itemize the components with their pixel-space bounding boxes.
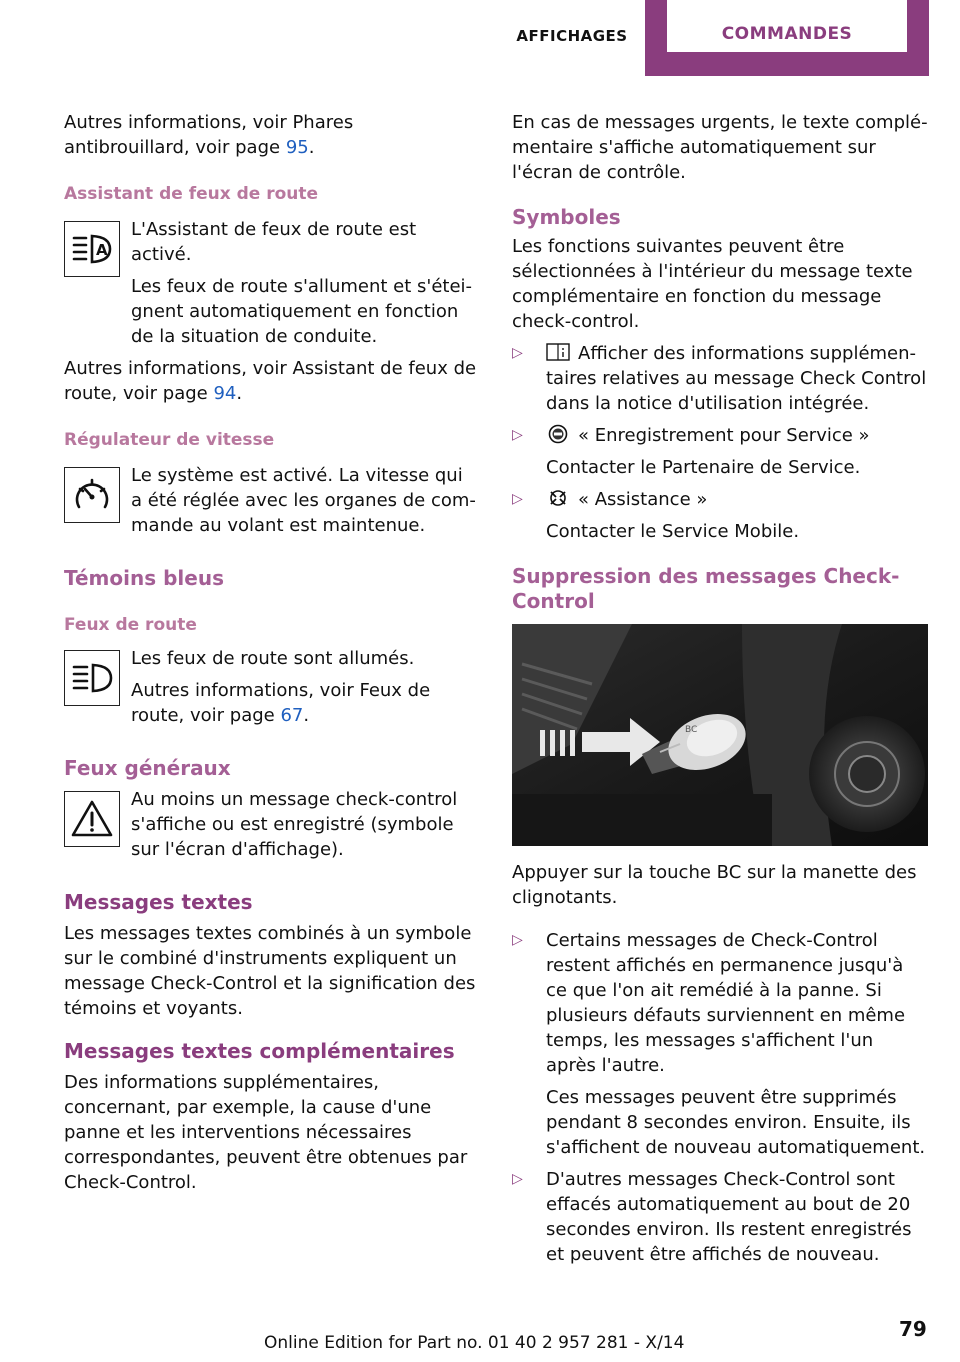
page-link-94[interactable]: 94 xyxy=(213,383,237,404)
page-link-95[interactable]: 95 xyxy=(285,137,309,158)
bullet-permanent-messages xyxy=(512,928,928,1160)
heading-suppression: Suppression des messages Check-Control xyxy=(512,564,900,613)
heading-regulateur: Régulateur de vitesse xyxy=(64,430,275,450)
assistant-feux-block xyxy=(64,217,479,349)
bullet-mark: ▷ xyxy=(512,932,523,948)
messages-complementaires-p: Des informations supplémentaires, concernant, par exemple, la cause d'une panne et les interventions nécessaires correspondantes, peuvent être obtenues par Check-Control. xyxy=(64,1072,468,1193)
tab-commandes-label: COMMANDES xyxy=(667,0,907,52)
svg-text:A: A xyxy=(96,241,108,259)
service-icon xyxy=(546,424,570,444)
heading-temoins-bleus: Témoins bleus xyxy=(64,566,224,590)
tab-affichages[interactable]: AFFICHAGES xyxy=(516,27,628,45)
bullet-permanent-text-2: Ces messages peuvent être supprimés pendant 8 secondes environ. Ensuite, ils s'affichent de nouveau automatiquement. xyxy=(546,1087,926,1158)
urgent-paragraph: En cas de messages urgents, le texte complémentaire s'affiche automatiquement sur l'écran de contrôle. xyxy=(512,112,928,183)
bullet-assistance xyxy=(512,487,928,544)
bullet-assistance-text-2: Contacter le Service Mobile. xyxy=(546,521,800,542)
feux-route-p2: Autres informations, voir Feux de route, voir page 67. xyxy=(131,680,431,726)
high-beam-icon xyxy=(64,650,120,706)
bullet-mark: ▷ xyxy=(512,1171,523,1187)
heading-feux-route: Feux de route xyxy=(64,615,197,635)
feux-generaux-p: Au moins un message check-control s'affiche ou est enregistré (symbole sur l'écran d'affichage). xyxy=(131,789,458,860)
feux-generaux-block xyxy=(64,787,479,862)
bullet-mark: ▷ xyxy=(512,491,523,507)
page-number: 79 xyxy=(899,1317,927,1341)
footer-edition: Online Edition for Part no. 01 40 2 957 281 - X/14 xyxy=(264,1333,685,1353)
warning-triangle-icon xyxy=(64,791,120,847)
bullet-service-text: « Enregistrement pour Service » xyxy=(546,423,928,448)
manual-book-icon xyxy=(546,342,570,362)
high-beam-assist-icon xyxy=(64,221,120,277)
assistant-feux-p2: Les feux de route s'allument et s'éteignent automatiquement en fonction de la situation de conduite. xyxy=(131,276,473,347)
paragraph-assistant-more: Autres informations, voir Assistant de feux de route, voir page 94. xyxy=(64,358,477,404)
regulateur-block xyxy=(64,463,479,538)
cruise-control-icon xyxy=(64,467,120,523)
tab-commandes[interactable] xyxy=(645,0,929,76)
right-column xyxy=(512,110,928,1274)
regulateur-p: Le système est activé. La vitesse qui a été réglée avec les organes de commande au volant est maintenue. xyxy=(131,465,476,536)
assistance-icon xyxy=(546,488,570,508)
messages-textes-p: Les messages textes combinés à un symbole sur le combiné d'instruments expliquent un message Check-Control et la signification des témoins et voyants. xyxy=(64,923,476,1019)
heading-assistant-feux: Assistant de feux de route xyxy=(64,184,319,204)
turn-signal-stalk-photo xyxy=(512,624,928,846)
page-link-67[interactable]: 67 xyxy=(280,705,304,726)
bullet-auto-delete-text: D'autres messages Check-Control sont effacés automatiquement au bout de 20 secondes environ. Ils restent enregistrés et peuvent être affichés de nouveau. xyxy=(546,1169,912,1265)
assistant-feux-p1: L'Assistant de feux de route est activé. xyxy=(131,219,417,265)
bullet-assistance-text: « Assistance » xyxy=(546,487,928,512)
heading-messages-textes: Messages textes xyxy=(64,890,253,914)
heading-feux-generaux: Feux généraux xyxy=(64,756,231,780)
press-bc-paragraph: Appuyer sur la touche BC sur la manette des clignotants. xyxy=(512,862,917,908)
heading-symboles: Symboles xyxy=(512,205,621,229)
bullet-service-text-2: Contacter le Partenaire de Service. xyxy=(546,457,861,478)
feux-route-p1: Les feux de route sont allumés. xyxy=(131,648,415,669)
left-column xyxy=(64,110,479,1202)
symboles-paragraph: Les fonctions suivantes peuvent être sélectionnées à l'intérieur du message texte complémentaire en fonction du message check-control. xyxy=(512,236,913,332)
feux-route-block xyxy=(64,646,479,728)
bullet-manual xyxy=(512,341,928,416)
bullet-service xyxy=(512,423,928,480)
paragraph-antibrouillard: Autres informations, voir Phares antibrouillard, voir page 95. xyxy=(64,112,354,158)
bc-label: BC xyxy=(685,725,698,735)
bullet-manual-text: Afficher des informations supplémentaires relatives au message Check Control dans la notice d'utilisation intégrée. xyxy=(546,343,927,414)
bullet-mark: ▷ xyxy=(512,427,523,443)
bullet-mark: ▷ xyxy=(512,345,523,361)
bullet-permanent-text: Certains messages de Check-Control restent affichés en permanence jusqu'à ce que l'on ait remédié à la panne. Si plusieurs défauts surviennent en même temps, les messages s'affichent l'un après l'autre. xyxy=(546,930,906,1076)
heading-messages-complementaires: Messages textes complémentaires xyxy=(64,1039,455,1063)
bullet-auto-delete xyxy=(512,1167,928,1267)
